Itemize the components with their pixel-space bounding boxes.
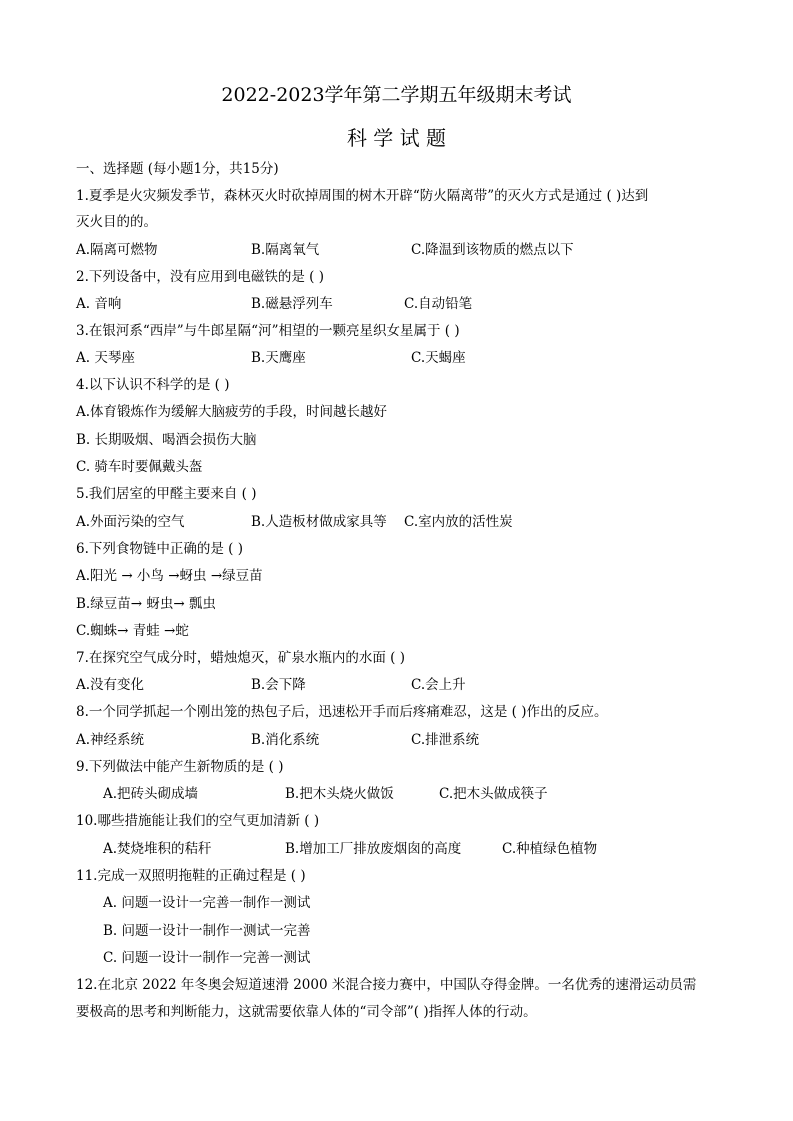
- question-6-option-b: B.绿豆苗→ 蚜虫→ 瓢虫: [76, 596, 216, 612]
- question-9-option-a: A.把砖头砌成墙: [103, 786, 199, 802]
- question-11-option-b: B. 问题一设计一制作一测试一完善: [103, 923, 311, 939]
- question-9-stem: 9.下列做法中能产生新物质的是 ( ): [76, 759, 284, 775]
- question-10-option-c: C.种植绿色植物: [502, 841, 598, 857]
- question-2-option-a: A. 音响: [76, 296, 122, 312]
- question-6-option-c: C.蜘蛛→ 青蛙 →蛇: [76, 623, 189, 639]
- question-8-option-c: C.排泄系统: [411, 732, 480, 748]
- question-8-stem: 8.一个同学抓起一个刚出笼的热包子后，迅速松开手而后疼痛难忍，这是 ( )作出的反应。: [76, 704, 608, 720]
- question-2-option-b: B.磁悬浮列车: [251, 296, 333, 312]
- question-10-option-b: B.增加工厂排放废烟囱的高度: [285, 841, 462, 857]
- question-3-option-b: B.天鹰座: [251, 350, 306, 366]
- question-2-stem: 2.下列设备中，没有应用到电磁铁的是 ( ): [76, 269, 324, 285]
- section-heading: 一、选择题 (每小题1分，共15分): [76, 161, 279, 177]
- question-6-option-a: A.阳光 → 小鸟 →蚜虫 →绿豆苗: [76, 568, 263, 584]
- question-4-option-b: B. 长期吸烟、喝酒会损伤大脑: [76, 432, 257, 448]
- question-10-option-a: A.焚烧堆积的秸秆: [103, 841, 212, 857]
- question-11-stem: 11.完成一双照明拖鞋的正确过程是 ( ): [76, 868, 306, 884]
- question-3-stem: 3.在银河系“西岸”与牛郎星隔“河”相望的一颗亮星织女星属于 ( ): [76, 323, 460, 339]
- question-7-option-c: C.会上升: [411, 677, 466, 693]
- question-3-option-a: A. 天琴座: [76, 350, 135, 366]
- question-7-option-a: A.没有变化: [76, 677, 145, 693]
- question-11-option-a: A. 问题一设计一完善一制作一测试: [103, 895, 311, 911]
- question-5-option-c: C.室内放的活性炭: [404, 514, 513, 530]
- exam-title: 2022-2023学年第二学期五年级期末考试: [221, 84, 572, 106]
- question-4-option-c: C. 骑车时要佩戴头盔: [76, 459, 203, 475]
- question-12-stem-cont: 要极高的思考和判断能力，这就需要依靠人体的“司令部”( )指挥人体的行动。: [76, 1004, 537, 1020]
- question-4-stem: 4.以下认识不科学的是 ( ): [76, 377, 230, 393]
- question-6-stem: 6.下列食物链中正确的是 ( ): [76, 541, 243, 557]
- question-5-option-a: A.外面污染的空气: [76, 514, 185, 530]
- question-11-option-c: C. 问题一设计一制作一完善一测试: [103, 950, 311, 966]
- question-8-option-a: A.神经系统: [76, 732, 145, 748]
- question-3-option-c: C.天蝎座: [411, 350, 466, 366]
- question-1-stem: 1.夏季是火灾频发季节，森林灭火时砍掉周围的树木开辟“防火隔离带”的灭火方式是通过 ( )达到: [76, 188, 649, 204]
- question-2-option-c: C.自动铅笔: [404, 296, 473, 312]
- question-12-stem: 12.在北京 2022 年冬奥会短道速滑 2000 米混合接力赛中，中国队夺得金牌。一名优秀的速滑运动员需: [76, 977, 697, 993]
- question-7-stem: 7.在探究空气成分时，蜡烛熄灭，矿泉水瓶内的水面 ( ): [76, 650, 405, 666]
- question-8-option-b: B.消化系统: [251, 732, 320, 748]
- exam-subject: 科 学 试 题: [346, 126, 447, 150]
- question-1-option-c: C.降温到该物质的燃点以下: [411, 242, 574, 258]
- question-5-stem: 5.我们居室的甲醛主要来自 ( ): [76, 486, 257, 502]
- question-9-option-c: C.把木头做成筷子: [439, 786, 548, 802]
- question-7-option-b: B.会下降: [251, 677, 306, 693]
- question-4-option-a: A.体育锻炼作为缓解大脑疲劳的手段，时间越长越好: [76, 404, 388, 420]
- question-5-option-b: B.人造板材做成家具等: [251, 514, 387, 530]
- question-1-stem-cont: 灭火目的的。: [76, 214, 157, 230]
- question-9-option-b: B.把木头烧火做饭: [285, 786, 394, 802]
- question-10-stem: 10.哪些措施能让我们的空气更加清新 ( ): [76, 813, 320, 829]
- question-1-option-a: A.隔离可燃物: [76, 242, 158, 258]
- question-1-option-b: B.隔离氧气: [251, 242, 320, 258]
